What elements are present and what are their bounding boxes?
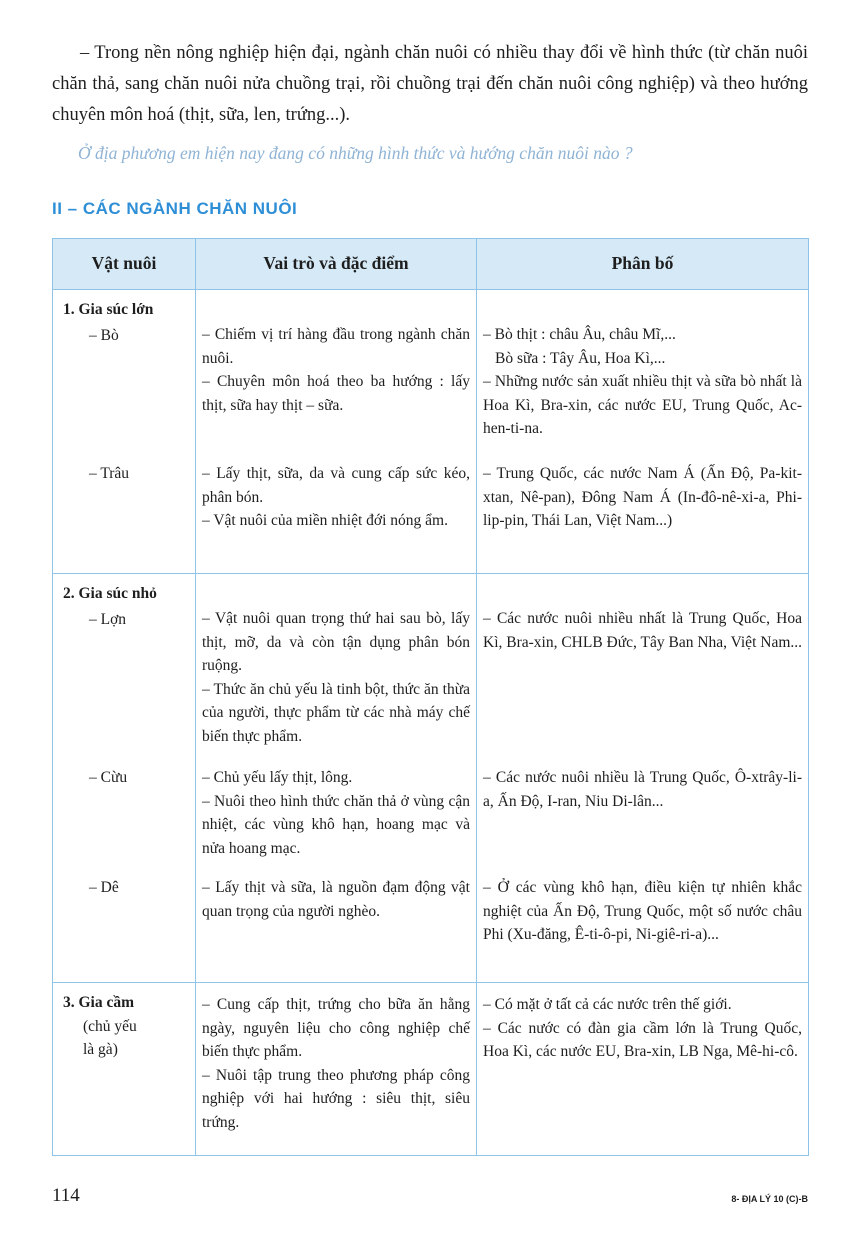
- role-line: – Vật nuôi của miền nhiệt đới nóng ẩm.: [202, 512, 448, 529]
- distribution-line: – Các nước nuôi nhiều nhất là Trung Quốc, Hoa Kì, Bra-xin, CHLB Đức, Tây Ban Nha, Việt Nam...: [483, 610, 802, 651]
- distribution-line: – Bò thịt : châu Âu, châu Mĩ,...: [483, 326, 676, 343]
- role-line: – Vật nuôi quan trọng thứ hai sau bò, lấy thịt, mỡ, da và còn tận dụng phân bón ruộng.: [202, 610, 470, 674]
- role-cell: [196, 460, 477, 574]
- table-row: [53, 290, 809, 461]
- distribution-line: – Những nước sản xuất nhiều thịt và sữa bò nhất là Hoa Kì, Bra-xin, các nước EU, Trung Quốc, Ac-hen-ti-na.: [483, 373, 802, 437]
- distribution-line: – Trung Quốc, các nước Nam Á (Ấn Độ, Pa-kit-xtan, Nê-pan), Đông Nam Á (In-đô-nê-xi-a, Phi-lip-pin, Thái Lan, Việt Nam...): [483, 465, 802, 529]
- livestock-table: [52, 238, 809, 1156]
- role-cell: [196, 874, 477, 983]
- role-line: – Lấy thịt và sữa, là nguồn đạm động vật quan trọng của người nghèo.: [202, 879, 470, 920]
- table-row: [53, 874, 809, 983]
- animal-cell: [53, 460, 196, 574]
- animal-label: – Dê: [89, 879, 119, 896]
- footer-code: 8- ĐỊA LÝ 10 (C)-B: [731, 1194, 808, 1204]
- page-number: 114: [52, 1185, 80, 1206]
- role-line: – Chiếm vị trí hàng đầu trong ngành chăn nuôi.: [202, 326, 470, 367]
- distribution-cell: [477, 460, 809, 574]
- role-line: – Lấy thịt, sữa, da và cung cấp sức kéo, phân bón.: [202, 465, 470, 506]
- role-line: – Chủ yếu lấy thịt, lông.: [202, 769, 353, 786]
- role-cell: [196, 983, 477, 1156]
- animal-label-extra: là gà): [83, 1041, 118, 1058]
- distribution-line: – Ở các vùng khô hạn, điều kiện tự nhiên khắc nghiệt của Ấn Độ, Trung Quốc, một số nước châu Phi (Xu-đăng, Ê-ti-ô-pi, Ni-giê-ri-a)...: [483, 879, 802, 943]
- animal-label: – Cừu: [89, 769, 128, 786]
- distribution-cell: [477, 764, 809, 874]
- discussion-question: Ở địa phương em hiện nay đang có những hình thức và hướng chăn nuôi nào ?: [78, 143, 633, 163]
- category-label: 3. Gia cầm: [63, 994, 135, 1011]
- animal-cell: [53, 874, 196, 983]
- distribution-line: – Các nước nuôi nhiều là Trung Quốc, Ô-xtrây-li-a, Ấn Độ, I-ran, Niu Di-lân...: [483, 769, 802, 810]
- animal-label: – Trâu: [89, 465, 130, 482]
- category-label: 2. Gia súc nhỏ: [63, 585, 157, 602]
- distribution-cell: [477, 574, 809, 765]
- table-row: [53, 764, 809, 874]
- role-line: – Nuôi tập trung theo phương pháp công nghiệp với hai hướng : siêu thịt, siêu trứng.: [202, 1066, 470, 1131]
- table-row: [53, 574, 809, 765]
- animal-label: – Bò: [89, 326, 119, 344]
- header-role: Vai trò và đặc điểm: [196, 239, 477, 290]
- role-cell: [196, 764, 477, 874]
- animal-cell: [53, 983, 196, 1156]
- distribution-line: – Có mặt ở tất cả các nước trên thế giới.: [483, 996, 732, 1013]
- role-cell: [196, 574, 477, 765]
- animal-cell: [53, 290, 196, 461]
- distribution-cell: [477, 874, 809, 983]
- table-row: [53, 983, 809, 1156]
- table-row: [53, 460, 809, 574]
- animal-label: (chủ yếu: [83, 1017, 137, 1035]
- role-line: – Thức ăn chủ yếu là tinh bột, thức ăn thừa của người, thực phẩm từ các nhà máy chế biến thực phẩm.: [202, 680, 470, 745]
- header-animal: Vật nuôi: [53, 239, 196, 290]
- header-distribution: Phân bố: [477, 239, 809, 290]
- role-line: – Cung cấp thịt, trứng cho bữa ăn hằng ngày, nguyên liệu cho công nghiệp chế biến thực phẩm.: [202, 996, 470, 1060]
- animal-label: – Lợn: [89, 610, 127, 628]
- distribution-line: – Các nước có đàn gia cầm lớn là Trung Quốc, Hoa Kì, các nước EU, Bra-xin, LB Nga, Mê-hi-cô.: [483, 1019, 802, 1060]
- section-heading: II – CÁC NGÀNH CHĂN NUÔI: [52, 199, 298, 218]
- animal-cell: [53, 574, 196, 765]
- role-cell: [196, 290, 477, 461]
- intro-paragraph: – Trong nền nông nghiệp hiện đại, ngành chăn nuôi có nhiều thay đổi về hình thức (từ chăn nuôi chăn thả, sang chăn nuôi nửa chuồng trại, rồi chuồng trại đến chăn nuôi công nghiệp) và theo hướng chuyên môn hoá (thịt, sữa, len, trứng...).: [52, 43, 808, 125]
- role-line: – Chuyên môn hoá theo ba hướng : lấy thịt, sữa hay thịt – sữa.: [202, 373, 470, 414]
- distribution-line: Bò sữa : Tây Âu, Hoa Kì,...: [495, 349, 666, 367]
- distribution-cell: [477, 983, 809, 1156]
- category-label: 1. Gia súc lớn: [63, 301, 154, 318]
- role-line: – Nuôi theo hình thức chăn thả ở vùng cận nhiệt, các vùng khô hạn, hoang mạc và nửa hoang mạc.: [202, 792, 470, 857]
- animal-cell: [53, 764, 196, 874]
- table-header-row: [53, 239, 809, 290]
- distribution-cell: [477, 290, 809, 461]
